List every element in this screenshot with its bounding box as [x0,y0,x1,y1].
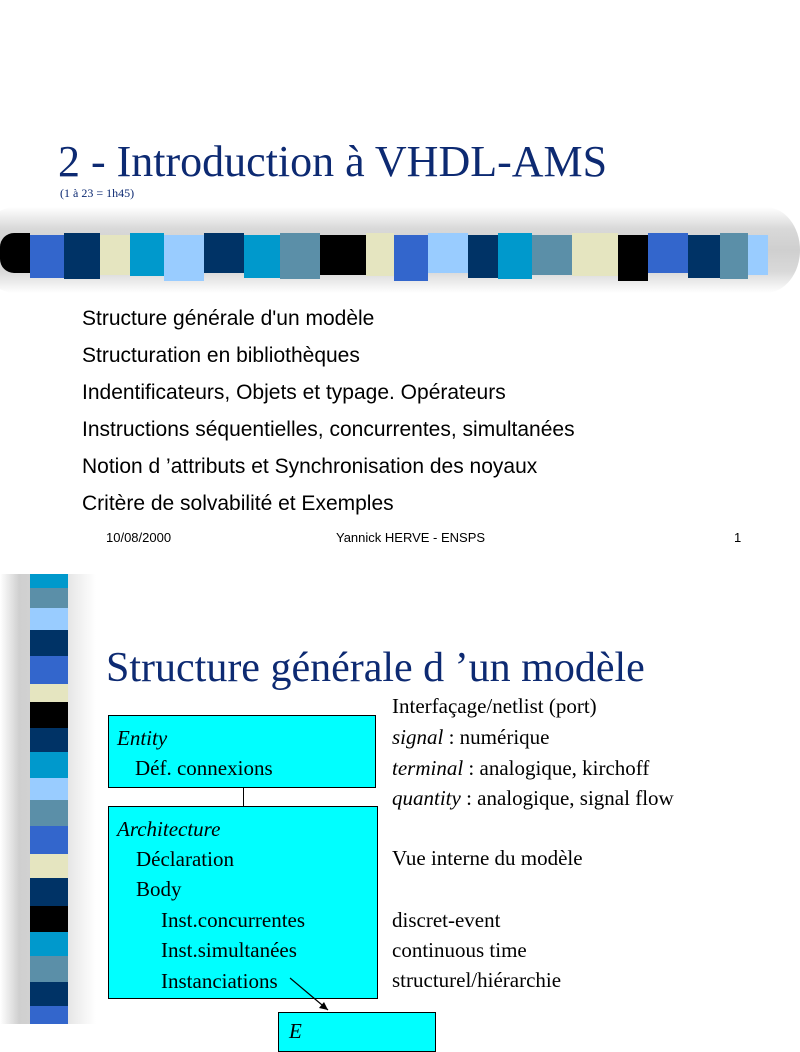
stripe-segment [320,235,366,275]
stripe-segment [30,778,68,800]
internal-view-text: Vue interne du modèle [392,846,583,870]
stripe-segment [394,235,428,281]
bullet-item: Critère de solvabilité et Exemples [82,492,394,515]
stripe-segment [30,956,68,982]
quantity-text [392,786,674,810]
terminal-text [392,756,649,780]
architecture-keyword: Architecture [117,817,221,841]
bullet-list [82,300,575,522]
stripe-segment [30,826,68,854]
entity-keyword: Entity [117,726,168,750]
stripe-segment [30,588,68,608]
slide-subtitle: (1 à 23 = 1h45) [60,186,135,200]
stripe-segment [748,235,768,275]
signal-description: : numérique [443,725,550,749]
continuous-time-text: continuous time [392,938,527,962]
stripe-segment [30,906,68,932]
slide-separator [0,560,768,574]
slide-2 [0,574,768,1043]
decorative-stripe-row [0,229,768,277]
stripe-segment [30,574,68,588]
architecture-line: Inst.concurrentes [161,908,306,932]
structural-text: structurel/hiérarchie [392,968,562,992]
decorative-vertical-stripe [30,574,68,1024]
signal-keyword: signal [392,725,444,749]
stripe-segment [572,233,618,276]
stripe-segment [688,235,720,278]
footer-page-number: 1 [734,530,742,545]
stripe-segment [618,235,648,281]
architecture-line: Instanciations [161,969,278,993]
terminal-keyword: terminal [392,756,464,780]
bullet-item: Indentificateurs, Objets et typage. Opérateurs [82,381,506,404]
signal-text [392,725,549,749]
instance-keyword: E [289,1019,302,1043]
stripe-segment [30,982,68,1006]
stripe-segment [244,235,280,278]
stripe-segment [498,233,532,279]
stripe-segment [468,235,498,278]
stripe-segment [30,932,68,956]
stripe-segment [100,235,130,275]
stripe-segment [366,233,394,276]
footer-author: Yannick HERVE - ENSPS [336,530,486,545]
stripe-segment [720,233,748,279]
footer-date: 10/08/2000 [106,530,172,545]
stripe-segment [30,878,68,906]
bullet-item: Notion d ’attributs et Synchronisation des noyaux [82,455,538,478]
terminal-description: : analogique, kirchoff [463,756,650,780]
bullet-item: Structuration en bibliothèques [82,344,360,367]
stripe-segment [428,233,468,273]
entity-line: Déf. connexions [135,756,273,780]
stripe-segment [30,702,68,728]
bullet-item: Instructions séquentielles, concurrentes, simultanées [82,418,575,441]
stripe-segment [30,728,68,752]
interface-text: Interfaçage/netlist (port) [392,694,597,718]
stripe-segment [0,233,30,273]
architecture-box [108,806,378,999]
stripe-segment [648,233,688,273]
stripe-segment [30,608,68,630]
architecture-line: Inst.simultanées [161,938,297,962]
stripe-segment [130,233,164,276]
stripe-segment [30,684,68,702]
stripe-segment [164,235,204,281]
architecture-line: Déclaration [136,847,234,871]
quantity-description: : analogique, signal flow [460,786,674,810]
quantity-keyword: quantity [392,786,461,810]
stripe-segment [280,233,320,279]
architecture-line: Body [136,877,182,901]
stripe-segment [532,235,572,275]
connector-line [243,788,244,806]
stripe-segment [30,235,64,278]
instance-box [278,1012,436,1052]
stripe-segment [204,233,244,273]
stripe-segment [30,752,68,778]
discrete-event-text: discret-event [392,908,501,932]
stripe-segment [30,800,68,826]
stripe-segment [30,1006,68,1024]
slide-title: Structure générale d ’un modèle [106,645,645,691]
stripe-segment [30,656,68,684]
stripe-segment [30,630,68,656]
entity-box [108,715,376,788]
slide-title: 2 - Introduction à VHDL-AMS [58,137,608,186]
bullet-item: Structure générale d'un modèle [82,307,375,330]
stripe-segment [64,233,100,279]
stripe-segment [30,854,68,878]
